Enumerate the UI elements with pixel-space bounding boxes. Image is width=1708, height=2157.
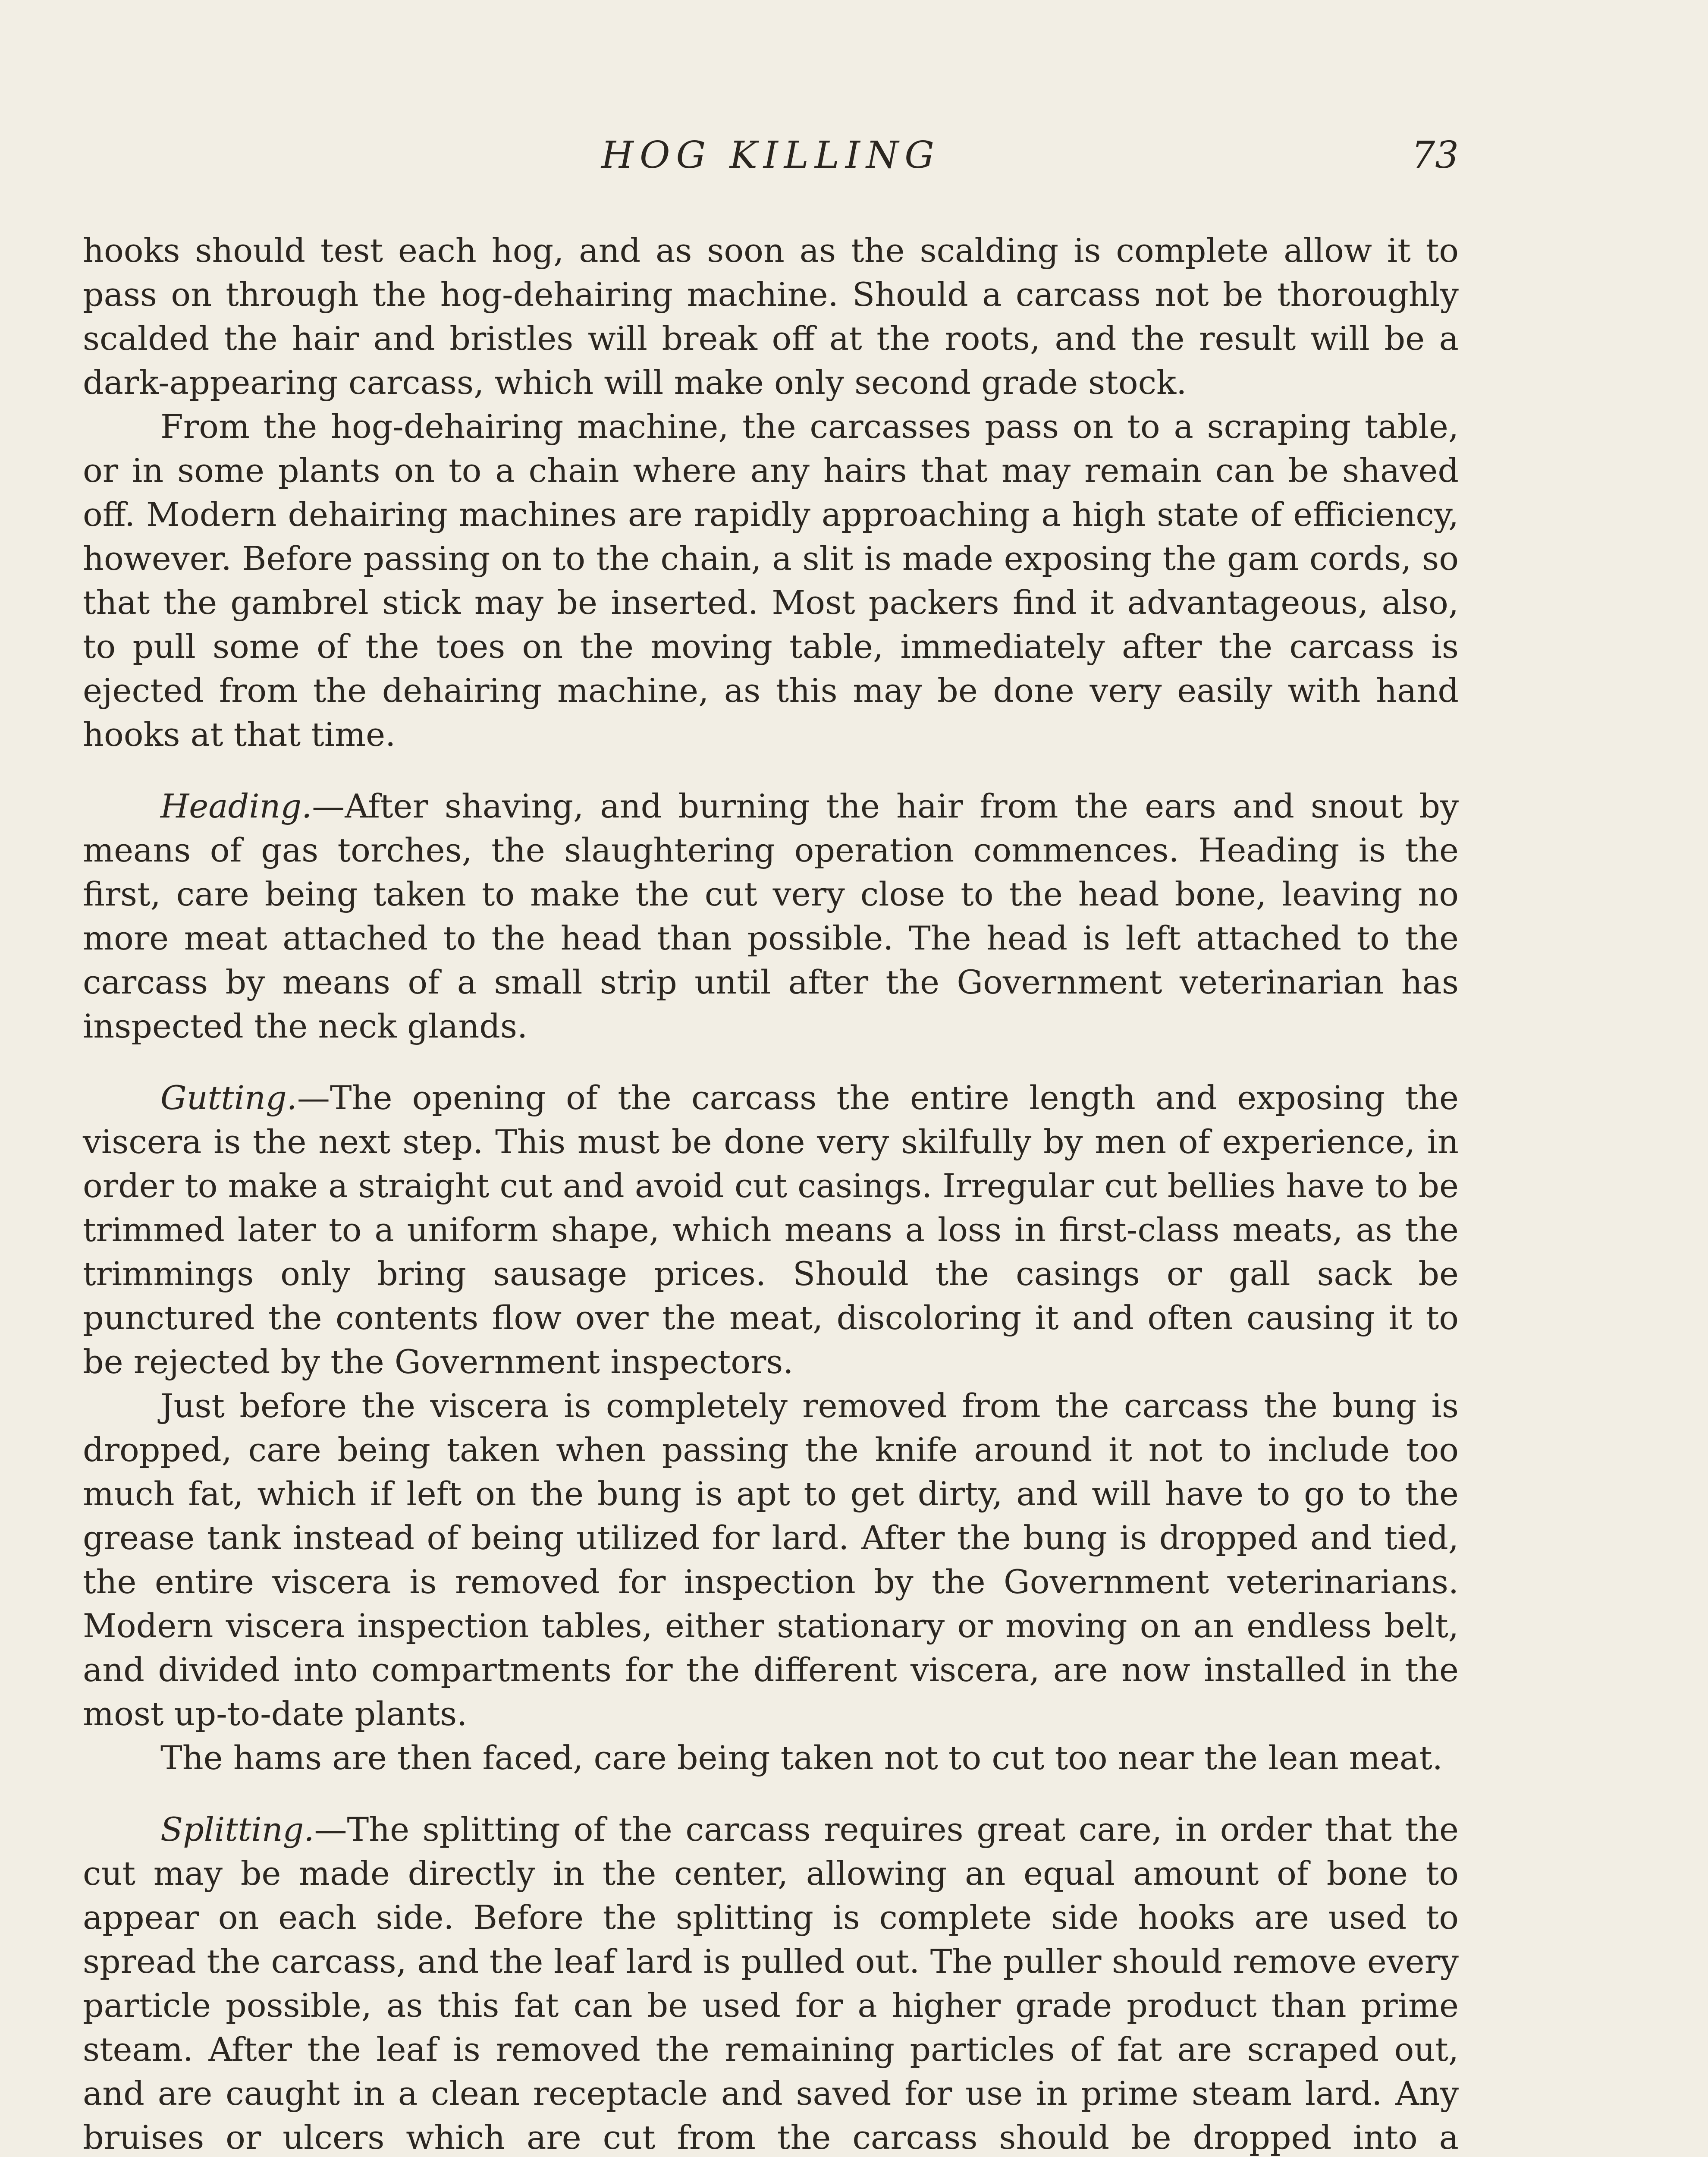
body-text xyxy=(83,229,1459,2157)
paragraph-bung xyxy=(83,1384,1459,1736)
paragraph-dehairing xyxy=(83,405,1459,757)
page-header xyxy=(83,129,1459,181)
paragraph-continuation xyxy=(83,229,1459,405)
run-in-heading: Gutting. xyxy=(160,1078,297,1117)
paragraph-hams xyxy=(83,1736,1459,1780)
paragraph-text: The hams are then faced, care being taken not to cut too near the lean meat. xyxy=(160,1739,1443,1777)
run-in-heading: Heading. xyxy=(160,787,312,825)
paragraph-gutting xyxy=(83,1076,1459,1384)
paragraph-text: Just before the viscera is completely removed from the carcass the bung is dropped, care being taken when passing the knife around it not to include too much fat, which if left on the bung is apt to get dirty, and will have to go to the grease tank instead of being utilized for lard. After the bung is dropped and tied, the entire viscera is removed for inspection by the Government veterinarians. Modern viscera inspection tables, either stationary or moving on an endless belt, and divided into compartments for the different viscera, are now installed in the most up-to-date plants. xyxy=(83,1387,1459,1733)
paragraph-text: —The opening of the carcass the entire length and exposing the viscera is the next step. This must be done very skilfully by men of experience, in order to make a straight cut and avoid cut casings. Irregular cut bellies have to be trimmed later to a uniform shape, which means a loss in first-class meats, as the trimmings only bring sausage prices. Should the casings or gall sack be punctured the contents flow over the meat, discoloring it and often causing it to be rejected by the Government inspectors. xyxy=(83,1078,1459,1381)
paragraph-text: —The splitting of the carcass requires great care, in order that the cut may be made directly in the center, allowing an equal amount of bone to appear on each side. Before the splitting is complete side hooks are used to spread the carcass, and the leaf lard is pulled out. The puller should remove every particle possible, as this fat can be used for a higher grade product than prime steam. After the leaf is removed the remaining particles of fat are scraped out, and are caught in a clean receptacle and saved for use in prime steam lard. Any bruises or ulcers which are cut from the carcass should be dropped into a xyxy=(83,1810,1459,2157)
running-head: HOG KILLING xyxy=(601,134,940,177)
paragraph-text: From the hog-dehairing machine, the carcasses pass on to a scraping table, or in some plants on to a chain where any hairs that may remain can be shaved off. Modern dehairing machines are rapidly approaching a high state of efficiency, however. Before passing on to the chain, a slit is made exposing the gam cords, so that the gambrel stick may be inserted. Most packers find it advantageous, also, to pull some of the toes on the moving table, immediately after the carcass is ejected from the dehairing machine, as this may be done very easily with hand hooks at that time. xyxy=(83,407,1459,754)
paragraph-heading xyxy=(83,784,1459,1048)
run-in-heading: Splitting. xyxy=(160,1810,314,1849)
paragraph-text: hooks should test each hog, and as soon as the scalding is complete allow it to pass on through the hog-dehairing machine. Should a carcass not be thoroughly scalded the hair and bristles will break off at the roots, and the result will be a dark-appearing carcass, which will make only second grade stock. xyxy=(83,231,1459,402)
page-number: 73 xyxy=(1411,134,1459,177)
paragraph-text: —After shaving, and burning the hair from the ears and snout by means of gas torches, the slaughtering operation commences. Heading is the first, care being taken to make the cut very close to the head bone, leaving no more meat attached to the head than possible. The head is left attached to the carcass by means of a small strip until after the Government veterinarian has inspected the neck glands. xyxy=(83,787,1459,1045)
paragraph-splitting xyxy=(83,1808,1459,2157)
